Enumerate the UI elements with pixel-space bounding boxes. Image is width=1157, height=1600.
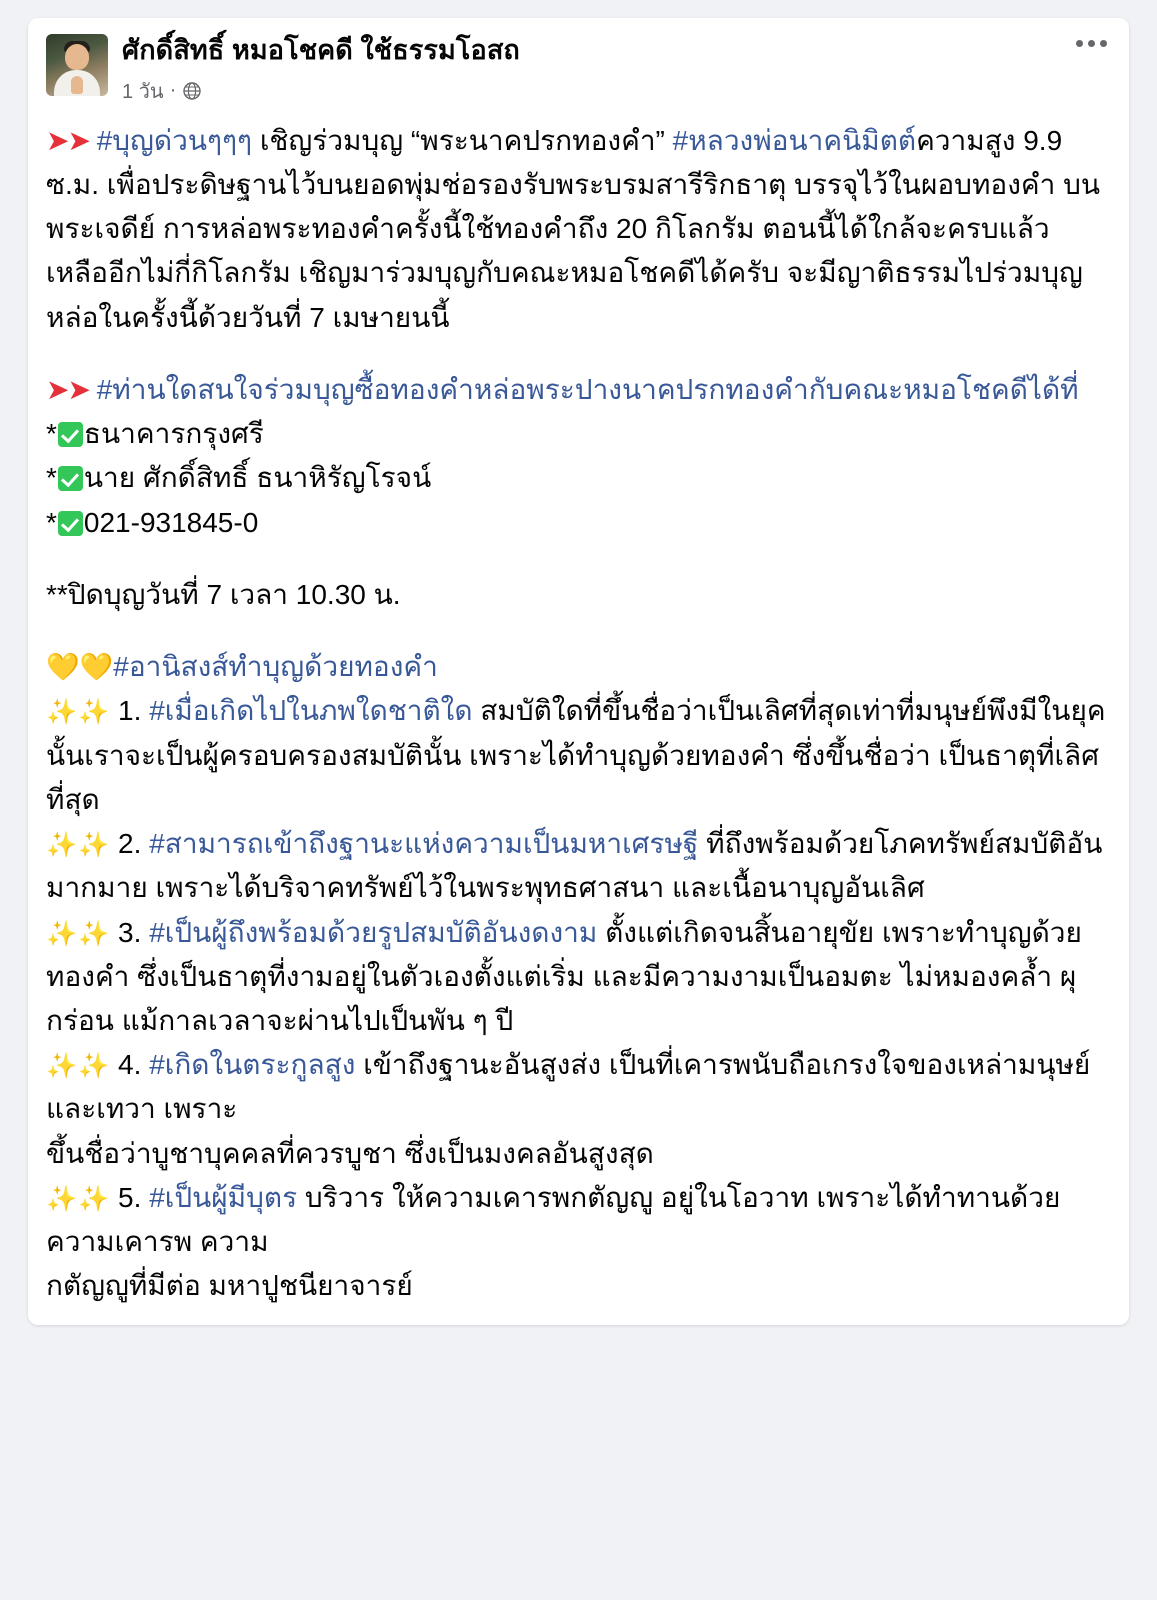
post-timestamp[interactable]: 1 วัน — [122, 80, 164, 103]
bank-line-2: * นาย ศักดิ์สิทธิ์ ธนาหิรัญโรจน์ — [46, 462, 432, 494]
post-header — [28, 18, 1129, 111]
bank-line-1: * ธนาคารกรุงศรี — [46, 418, 264, 450]
account-number: 021-931845-0 — [83, 506, 259, 538]
author-name[interactable]: ศักดิ์สิทธิ์ หมอโชคดี ใช้ธรรมโอสถ — [122, 35, 520, 65]
spacer — [46, 617, 1111, 645]
benefit-number: 2. — [118, 828, 142, 860]
hashtag-link[interactable]: #เกิดในตระกูลสูง — [149, 1049, 356, 1081]
benefit-text: สมบัติใดที่ขึ้นชื่อว่าเป็นเลิศที่สุดเท่าที่มนุษย์พึงมีในยุคนั้นเราจะเป็นผู้ครอบครองสมบัตินั้น เพราะได้ทำบุญด้วยทองคำ ซึ่งขึ้นชื่อว่า เป็นธาตุที่เลิศที่สุด — [46, 695, 1106, 815]
check-mark-icon — [58, 466, 83, 491]
benefit-text-continued: กตัญญูที่มีต่อ มหาปูชนียาจารย์ — [46, 1270, 413, 1302]
yellow-heart-icon: 💛💛 — [46, 652, 114, 683]
benefit-text: ตั้งแต่เกิดจนสิ้นอายุขัย เพราะทำบุญด้วยทองคำ ซึ่งเป็นธาตุที่งามอยู่ในตัวเองตั้งแต่เริ่ม และมีความงามเป็นอมตะ ไม่หมองคล้ำ ผุกร่อน แม้กาลเวลาจะผ่านไปเป็นพัน ๆ ปี — [46, 916, 1082, 1036]
more-options-icon[interactable] — [1076, 40, 1107, 47]
hashtag-link[interactable]: #หลวงพ่อนาคนิมิตต์ — [672, 124, 917, 156]
bank-line-3: * 021-931845-0 — [46, 506, 259, 538]
sparkles-icon: ✨✨ — [46, 831, 111, 860]
sparkles-icon: ✨✨ — [46, 1184, 111, 1213]
check-mark-icon — [58, 511, 83, 536]
avatar[interactable] — [46, 34, 108, 96]
hashtag-link[interactable]: #เป็นผู้ถึงพร้อมด้วยรูปสมบัติอันงดงาม — [149, 916, 598, 948]
avatar-face — [65, 44, 89, 70]
sparkles-icon: ✨✨ — [46, 698, 111, 727]
hashtag-link[interactable]: #บุญด่วนๆๆๆ — [96, 124, 253, 156]
hashtag-link[interactable]: #เป็นผู้มีบุตร — [149, 1181, 298, 1213]
dot — [1100, 40, 1107, 47]
hashtag-link[interactable]: #สามารถเข้าถึงฐานะแห่งความเป็นมหาเศรษฐี — [149, 828, 699, 860]
globe-icon[interactable] — [182, 81, 202, 101]
benefit-number: 3. — [118, 916, 142, 948]
benefit-item — [46, 1043, 1111, 1176]
hashtag-link[interactable]: #อานิสงส์ทำบุญด้วยทองคำ — [113, 651, 438, 683]
avatar-hands — [71, 76, 83, 94]
benefit-text-continued: ขึ้นชื่อว่าบูชาบุคคลที่ควรบูชา ซึ่งเป็นมงคลอันสูงสุด — [46, 1137, 654, 1169]
check-mark-icon — [58, 422, 83, 447]
paragraph-1-mid: เชิญร่วมบุญ “พระนาคปรกทองคำ” — [252, 124, 673, 156]
dot — [1088, 40, 1095, 47]
hashtag-link[interactable]: #ท่านใดสนใจร่วมบุญซื้อทองคำหล่อพระปางนาคปรกทองคำกับคณะหมอโชคดีได้ที่ — [96, 373, 1079, 405]
closing-time-line: **ปิดบุญวันที่ 7 เวลา 10.30 น. — [46, 578, 401, 610]
benefit-item — [46, 911, 1111, 1044]
post-paragraph-1 — [46, 119, 1111, 340]
flag-icon: ➤➤ — [46, 124, 89, 156]
benefit-text: ที่ถึงพร้อมด้วยโภคทรัพย์สมบัติอันมากมาย เพราะได้บริจาคทรัพย์ไว้ในพระพุทธศาสนา และเนื้อนาบุญอันเลิศ — [46, 828, 1103, 904]
benefit-text: เข้าถึงฐานะอันสูงส่ง เป็นที่เคารพนับถือเกรงใจของเหล่ามนุษย์และเทวา เพราะ — [46, 1049, 1091, 1125]
benefit-number: 5. — [118, 1181, 142, 1213]
bank-name: ธนาคารกรุงศรี — [83, 418, 264, 450]
benefit-item — [46, 822, 1111, 910]
benefit-item — [46, 689, 1111, 822]
dot — [1076, 40, 1083, 47]
benefits-heading — [46, 645, 1111, 689]
post-paragraph-2 — [46, 368, 1111, 412]
post-header-text — [122, 32, 520, 107]
account-holder: นาย ศักดิ์สิทธิ์ ธนาหิรัญโรจน์ — [83, 462, 432, 494]
benefit-number: 1. — [118, 695, 142, 727]
sparkles-icon: ✨✨ — [46, 1052, 111, 1081]
meta-separator: · — [169, 79, 177, 102]
benefit-number: 4. — [118, 1049, 142, 1081]
benefit-item — [46, 1176, 1111, 1309]
benefit-text: บริวาร ให้ความเคารพกตัญญู อยู่ในโอวาท เพราะได้ทำทานด้วยความเคารพ ความ — [46, 1181, 1061, 1258]
spacer — [46, 340, 1111, 368]
paragraph-1-rest: ความสูง 9.9 ซ.ม. เพื่อประดิษฐานไว้บนยอดพุ่มช่อรองรับพระบรมสารีริกธาตุ บรรจุไว้ในผอบทองคำ บนพระเจดีย์ การหล่อพระทองคำครั้งนี้ใช้ทองคำถึง 20 กิโลกรัม ตอนนี้ได้ใกล้จะครบแล้ว เหลืออีกไม่กี่กิโลกรัม เชิญมาร่วมบุญกับคณะหมอโชคดีได้ครับ จะมีญาติธรรมไปร่วมบุญหล่อในครั้งนี้ด้วยวันที่ 7 เมษายนนี้ — [46, 124, 1101, 333]
post-meta — [122, 75, 520, 107]
hashtag-link[interactable]: #เมื่อเกิดไปในภพใดชาติใด — [149, 695, 473, 727]
post-body — [28, 111, 1129, 1315]
flag-icon: ➤➤ — [46, 373, 89, 405]
spacer — [46, 545, 1111, 573]
sparkles-icon: ✨✨ — [46, 919, 111, 948]
post-card — [28, 18, 1129, 1325]
